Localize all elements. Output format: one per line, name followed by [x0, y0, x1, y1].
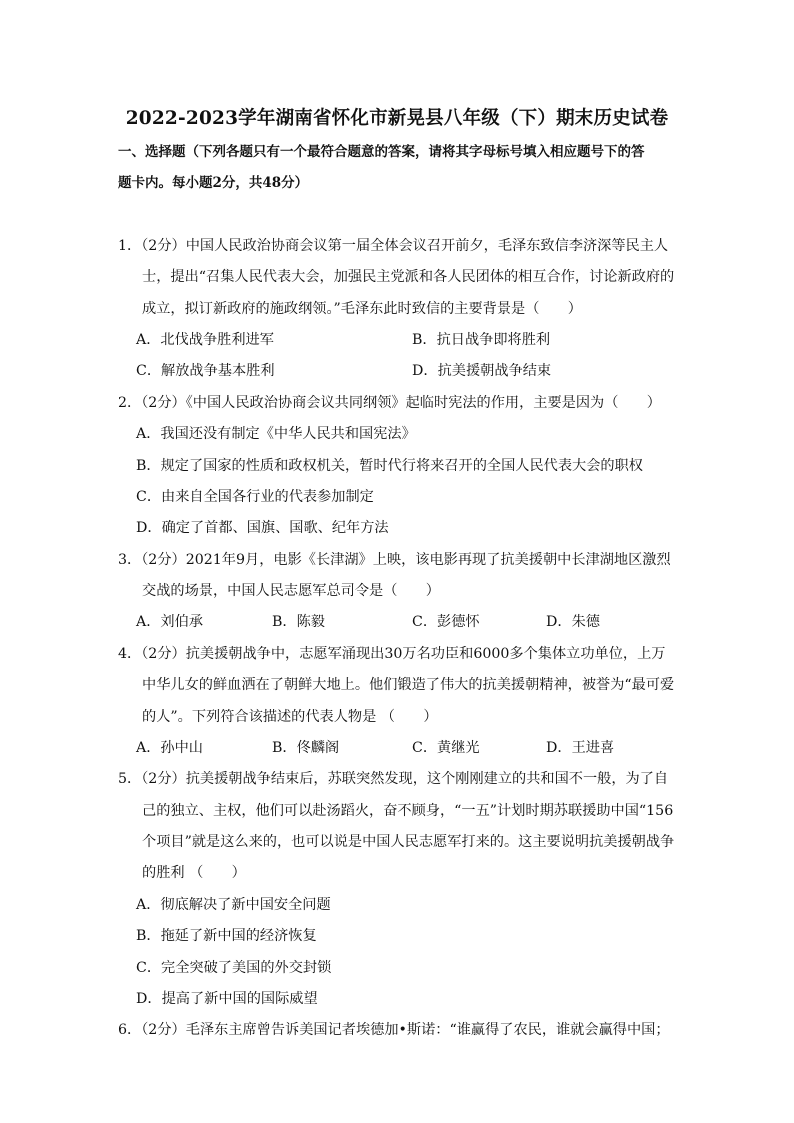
q4-option-b: B．佟麟阁: [272, 740, 340, 756]
q2-option-d: D．确定了首都、国旗、国歌、纪年方法: [136, 520, 389, 536]
q4-option-c: C．黄继光: [412, 740, 480, 756]
q2-option-a: A．我国还没有制定《中华人民共和国宪法》: [136, 426, 416, 442]
q2-option-b: B．规定了国家的性质和政权机关，暂时代行将来召开的全国人民代表大会的职权: [136, 458, 643, 474]
section-line-2: 题卡内。每小题2分，共48分）: [118, 175, 309, 191]
q3-option-b: B．陈毅: [272, 614, 325, 630]
q3-stem-line-2: 交战的场景，中国人民志愿军总司令是（ ）: [142, 583, 440, 599]
q4-option-a: A．孙中山: [136, 740, 203, 756]
section-instructions: [118, 137, 680, 199]
q1-option-d: D．抗美援朝战争结束: [412, 363, 552, 379]
q1-stem-line-1: 1．（2分）中国人民政治协商会议第一届全体会议召开前夕，毛泽东致信李济深等民主人: [118, 238, 669, 254]
q5-stem-line-2: 己的独立、主权，他们可以赴汤蹈火，奋不顾身，“一五”计划时期苏联援助中国“156: [142, 803, 674, 819]
q1-stem-line-3: 成立，拟订新政府的施政纲领。”毛泽东此时致信的主要背景是（ ）: [142, 301, 582, 317]
q4-stem-line-2: 中华儿女的鲜血洒在了朝鲜大地上。他们锻造了伟大的抗美援朝精神，被誉为“最可爱: [142, 677, 675, 693]
q5-option-b: B．拖延了新中国的经济恢复: [136, 928, 317, 944]
q5-option-c: C．完全突破了美国的外交封锁: [136, 960, 332, 976]
q2-stem-line-1: 2．（2分）《中国人民政治协商会议共同纲领》起临时宪法的作用，主要是因为（ ）: [118, 395, 661, 411]
exam-title: 2022-2023学年湖南省怀化市新晃县八年级（下）期末历史试卷: [125, 108, 669, 129]
q6-stem-line-1: 6．（2分）毛泽东主席曾告诉美国记者埃德加•斯诺：“谁赢得了农民，谁就会赢得中国；: [118, 1022, 670, 1038]
q5-option-d: D．提高了新中国的国际威望: [136, 991, 318, 1007]
q4-option-d: D．王进喜: [546, 740, 615, 756]
q5-option-a: A．彻底解决了新中国安全问题: [136, 897, 331, 913]
q1-option-a: A．北伐战争胜利进军: [136, 332, 274, 348]
q4-stem-line-1: 4．（2分）抗美援朝战争中，志愿军涌现出30万名功臣和6000多个集体立功单位，上万: [118, 646, 666, 662]
q4-stem-line-3: 的人”。下列符合该描述的代表人物是 （ ）: [142, 709, 438, 725]
q1-option-b: B．抗日战争即将胜利: [412, 332, 551, 348]
q3-stem-line-1: 3．（2分）2021年9月，电影《长津湖》上映，该电影再现了抗美援朝中长津湖地区激烈: [118, 552, 671, 568]
q5-stem-line-1: 5．（2分）抗美援朝战争结束后，苏联突然发现，这个刚刚建立的共和国不一般，为了自: [118, 771, 669, 787]
section-line-1: 一、选择题（下列各题只有一个最符合题意的答案，请将其字母标号填入相应题号下的答: [118, 144, 645, 160]
q2-option-c: C．由来自全国各行业的代表参加制定: [136, 489, 374, 505]
q3-option-c: C．彭德怀: [412, 614, 480, 630]
q1-stem-line-2: 士，提出“召集人民代表大会，加强民主党派和各人民团体的相互合作，讨论新政府的: [142, 269, 675, 285]
q3-option-a: A．刘伯承: [136, 614, 203, 630]
q5-stem-line-4: 的胜利 （ ）: [142, 865, 246, 881]
q1-option-c: C．解放战争基本胜利: [136, 363, 275, 379]
q3-option-d: D．朱德: [546, 614, 600, 630]
q5-stem-line-3: 个项目”就是这么来的，也可以说是中国人民志愿军打来的。这主要说明抗美援朝战争: [142, 834, 675, 850]
